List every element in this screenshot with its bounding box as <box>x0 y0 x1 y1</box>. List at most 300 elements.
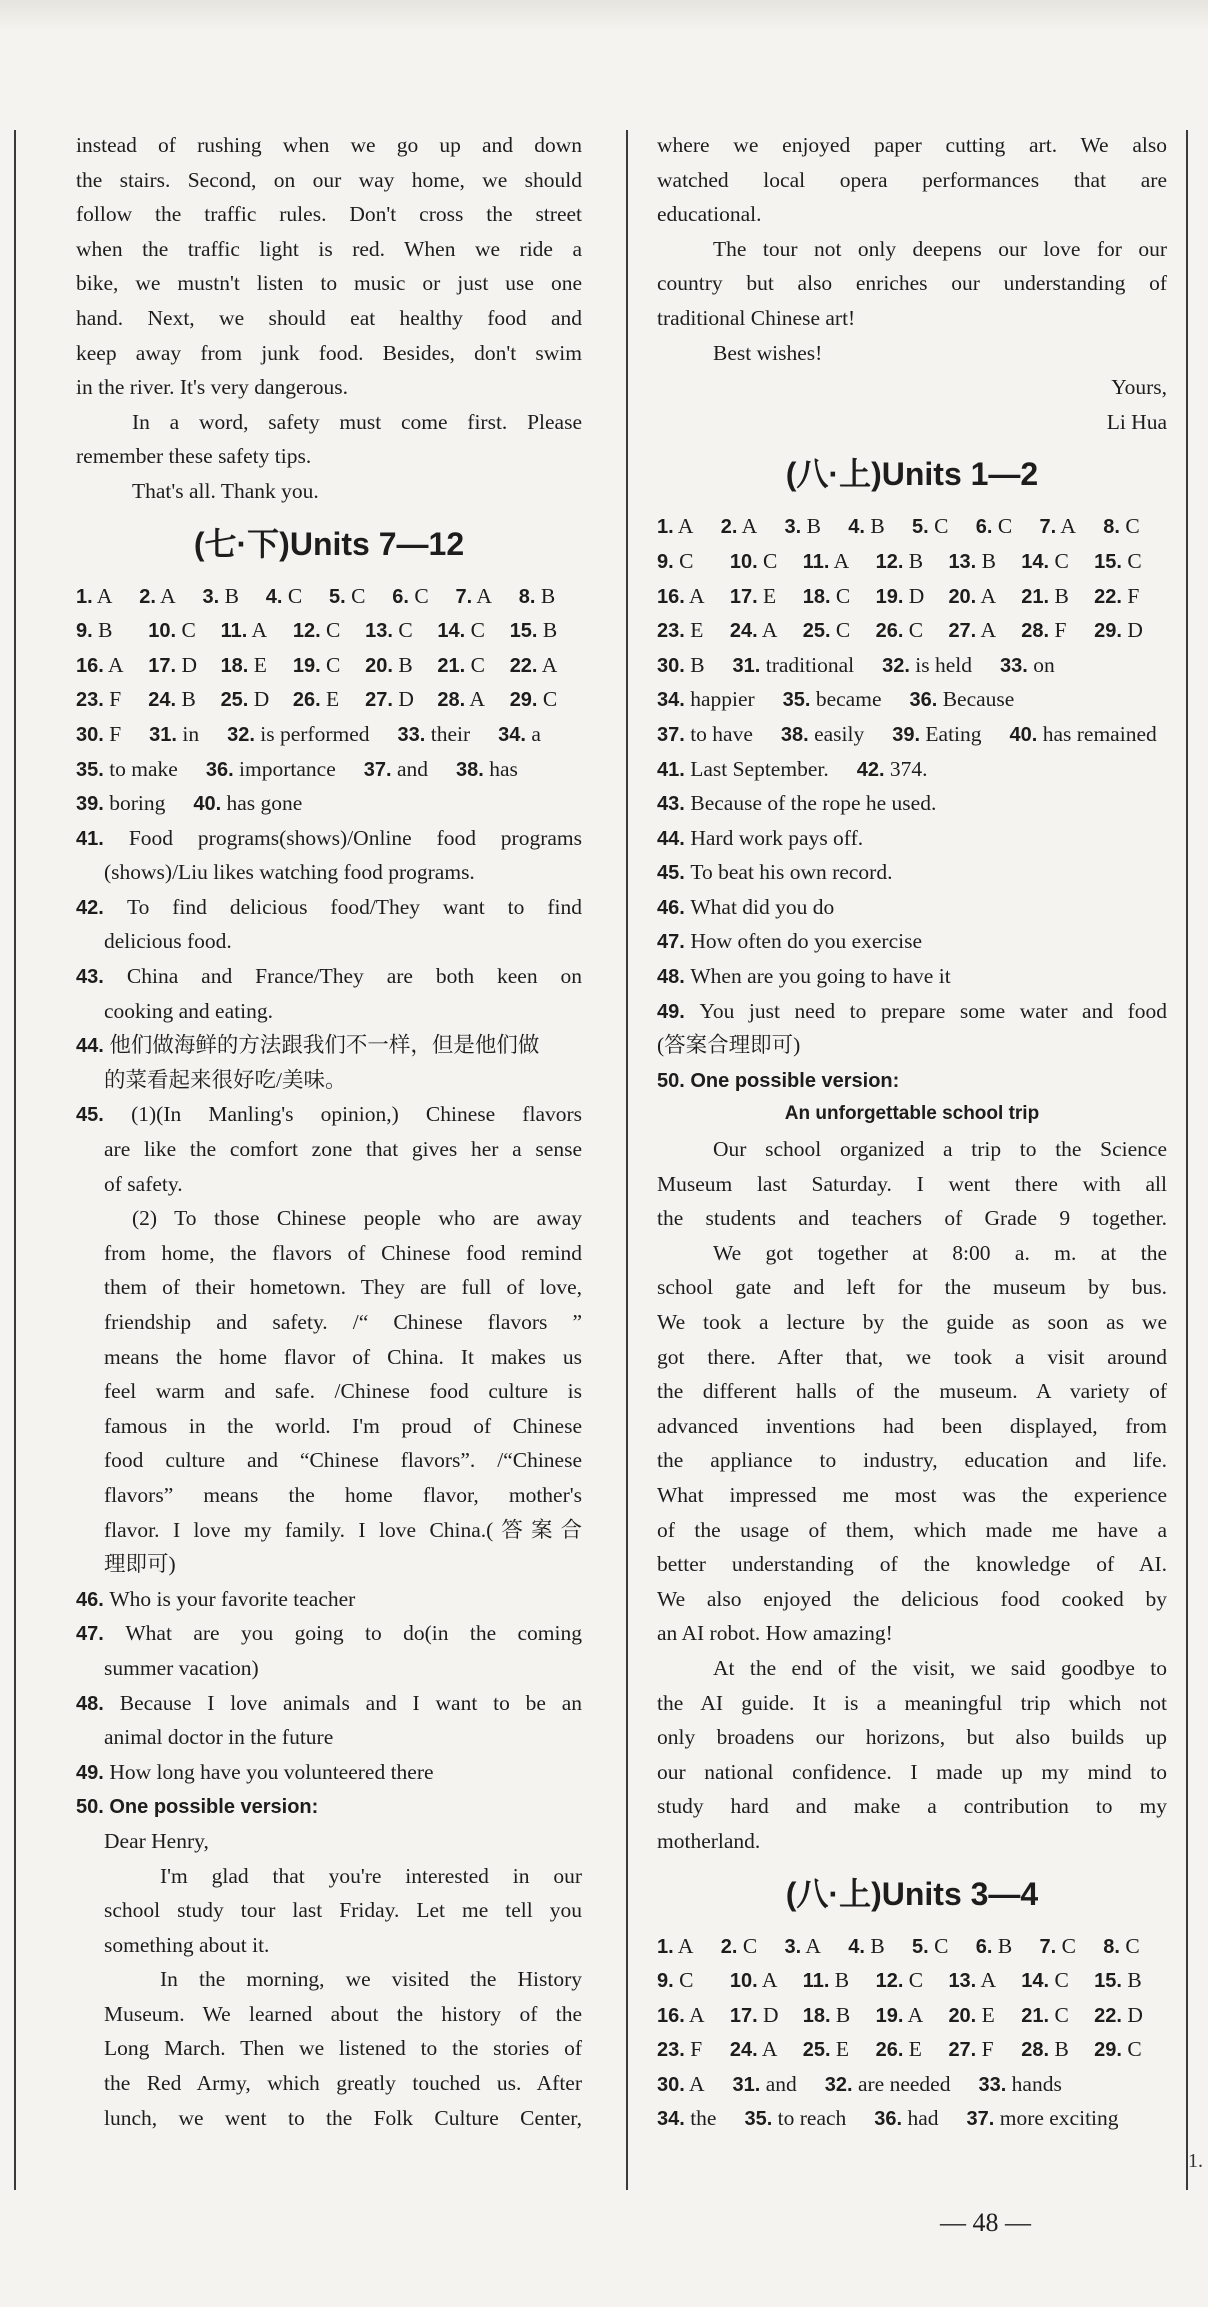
answer-value: A <box>689 2071 705 2096</box>
answer-number: 15. <box>1094 550 1122 573</box>
answer-number: 23. <box>657 2039 685 2062</box>
answer-value: C <box>326 652 341 677</box>
answer-number: 50. <box>76 1796 110 1819</box>
answer-number: 31. <box>732 2073 761 2096</box>
answer-value: is performed <box>260 721 370 746</box>
answer-cell <box>221 613 293 648</box>
answer-value: A <box>469 687 485 712</box>
answer-value: A <box>761 1968 778 1993</box>
answer-number: 20. <box>948 2004 977 2027</box>
text-line: cooking and eating. <box>104 998 273 1023</box>
answer-value: F <box>690 2037 703 2062</box>
answer-cell <box>1010 717 1157 752</box>
answer-value: F <box>109 687 122 712</box>
answer-number: 24. <box>729 620 758 643</box>
answer-value: B <box>835 2002 851 2027</box>
answer-text: When are you going to have it <box>690 964 951 989</box>
left-margin-rule <box>14 130 16 2190</box>
text-line: What impressed me most was the experience <box>657 1482 1167 1507</box>
answer-cell <box>730 579 803 614</box>
answer-number: 14. <box>437 620 466 643</box>
answer-number: 47. <box>657 931 691 954</box>
answer-number: 33. <box>978 2073 1007 2096</box>
answer-line <box>76 1097 582 1132</box>
answer-number: 11. <box>802 550 830 573</box>
answer-cell <box>657 544 730 579</box>
answer-number: 14. <box>1021 1970 1050 1993</box>
answer-grid-row <box>657 717 1167 752</box>
answer-number: 12. <box>292 620 321 643</box>
text-line: 的菜看起来很好吃/美味。 <box>104 1067 347 1092</box>
answer-number: 10. <box>729 1970 758 1993</box>
answer-value: C <box>934 514 949 539</box>
column-divider <box>626 130 628 2190</box>
answer-cell <box>1103 509 1167 544</box>
answer-line <box>657 890 1167 925</box>
answer-number: 12. <box>875 1970 904 1993</box>
answer-number: 38. <box>780 723 809 746</box>
answer-cell <box>948 1963 1021 1998</box>
answer-cell <box>510 613 582 648</box>
text-line: motherland. <box>657 1828 761 1853</box>
answer-cell <box>329 579 392 614</box>
answer-value: D <box>1127 618 1143 643</box>
answer-value: A <box>108 652 124 677</box>
answer-text: Because of the rope he used. <box>690 791 937 816</box>
answer-value: B <box>870 514 885 539</box>
text-line: In the morning, we visited the History <box>160 1967 582 1992</box>
answer-value: A <box>980 1968 996 1993</box>
answer-grid-row <box>657 752 1167 787</box>
answer-value: A <box>741 514 758 539</box>
answer-cell <box>1094 613 1167 648</box>
text-line: better understanding of the knowledge of AI. <box>657 1552 1167 1577</box>
answer-cell <box>76 648 148 683</box>
answer-number: 3. <box>784 1935 802 1958</box>
text-line: of safety. <box>104 1171 183 1196</box>
answer-value: B <box>540 583 556 608</box>
answer-value: to have <box>690 721 753 746</box>
answer-cell <box>657 717 753 752</box>
text-line: something about it. <box>104 1932 270 1957</box>
answer-cell <box>976 509 1040 544</box>
answer-cell <box>910 682 1015 717</box>
answer-number: 38. <box>456 758 484 781</box>
answer-value: C <box>997 514 1013 539</box>
answer-line <box>76 1582 582 1617</box>
answer-value: has gone <box>226 791 303 816</box>
answer-value: C <box>470 652 485 677</box>
answer-cell <box>1094 1998 1167 2033</box>
answer-number: 3. <box>202 585 220 608</box>
answer-cell <box>948 2032 1021 2067</box>
text-line: I'm glad that you're interested in our <box>160 1863 582 1888</box>
text-line: Museum. We learned about the history of the <box>104 2001 582 2026</box>
answer-cell <box>744 2101 846 2136</box>
answer-value: C <box>1061 1933 1076 1958</box>
answer-number: 2. <box>139 585 156 608</box>
answer-value: C <box>351 583 366 608</box>
answer-cell <box>730 544 803 579</box>
answer-value: B <box>690 652 705 677</box>
answer-cell <box>976 1929 1040 1964</box>
answer-number: 13. <box>948 1970 977 1993</box>
text-line: flavors” means the home flavor, mother's <box>104 1482 582 1507</box>
answer-number: 37. <box>363 758 392 781</box>
answer-cell <box>803 2032 876 2067</box>
answer-cell <box>76 613 148 648</box>
answer-cell <box>978 2067 1061 2102</box>
answer-value: A <box>761 2037 778 2062</box>
answer-text: To beat his own record. <box>690 860 893 885</box>
answer-number: 22. <box>1094 585 1122 608</box>
sample-label: One possible version: <box>690 1069 900 1092</box>
answer-cell <box>148 682 220 717</box>
answer-number: 5. <box>912 1935 929 1958</box>
answer-value: B <box>806 514 821 539</box>
answer-number: 4. <box>848 1935 865 1958</box>
answer-value: C <box>1127 2037 1142 2062</box>
answer-number: 32. <box>882 654 910 677</box>
answer-cell <box>206 752 336 787</box>
text-line: school study tour last Friday. Let me tell you <box>104 1898 582 1923</box>
answer-cell <box>848 1929 912 1964</box>
answer-number: 48. <box>657 966 691 989</box>
answer-cell <box>392 579 455 614</box>
answer-cell <box>266 579 329 614</box>
answer-number: 25. <box>802 620 831 643</box>
answer-value: Last September. <box>690 756 829 781</box>
answer-grid-row <box>76 717 582 752</box>
answer-text: China and France/They are both keen on <box>126 964 582 989</box>
text-line: remember these safety tips. <box>76 444 312 469</box>
answer-value: B <box>181 687 196 712</box>
answer-value: C <box>934 1933 949 1958</box>
answer-value: C <box>763 548 778 573</box>
answer-cell <box>874 2101 938 2136</box>
answer-number: 11. <box>220 620 248 643</box>
text-line: school gate and left for the museum by bus. <box>657 1275 1167 1300</box>
answer-value: A <box>96 583 113 608</box>
answer-value: B <box>1054 2037 1069 2062</box>
scan-shadow <box>0 0 1208 30</box>
answer-number: 27. <box>948 2039 977 2062</box>
answer-cell <box>221 682 293 717</box>
answer-number: 8. <box>1103 1935 1120 1958</box>
answer-number: 48. <box>76 1692 120 1715</box>
answer-number: 7. <box>1039 1935 1057 1958</box>
answer-value: E <box>763 583 777 608</box>
answer-number: 11. <box>802 1970 830 1993</box>
answer-line <box>657 994 1167 1029</box>
answer-number: 17. <box>148 654 177 677</box>
answer-number: 29. <box>509 689 538 712</box>
answer-value: F <box>1054 618 1067 643</box>
text-line: We took a lecture by the guide as soon as we <box>657 1310 1167 1334</box>
sample-label: One possible version: <box>109 1796 319 1819</box>
answer-text: How often do you exercise <box>690 929 923 954</box>
answer-number: 10. <box>729 550 758 573</box>
answer-value: had <box>907 2106 939 2131</box>
answer-number: 7. <box>455 585 473 608</box>
answer-cell <box>948 579 1021 614</box>
answer-value: the <box>690 2106 717 2131</box>
text-line: traditional Chinese art! <box>657 305 856 330</box>
answer-number: 16. <box>657 585 685 608</box>
text-line: in the river. It's very dangerous. <box>76 375 348 400</box>
edge-fragment: 1. <box>1188 2150 1203 2172</box>
answer-number: 5. <box>329 585 346 608</box>
text-line: country but also enriches our understanding of <box>657 271 1167 296</box>
answer-value: B <box>224 583 239 608</box>
answer-number: 49. <box>657 1000 700 1023</box>
answer-value: a <box>531 721 541 746</box>
answer-value: B <box>98 618 113 643</box>
answer-number: 27. <box>365 689 393 712</box>
text-line: (shows)/Liu likes watching food programs. <box>104 860 475 885</box>
answer-number: 31. <box>732 654 761 677</box>
answer-number: 30. <box>657 2073 685 2096</box>
answer-grid-row <box>657 579 1167 614</box>
answer-cell <box>657 2101 716 2136</box>
answer-cell <box>193 786 302 821</box>
answer-cell <box>1021 579 1094 614</box>
answer-cell <box>1094 579 1167 614</box>
answer-cell <box>948 1998 1021 2033</box>
answer-number: 45. <box>76 1104 132 1127</box>
answer-cell <box>967 2101 1119 2136</box>
answer-number: 45. <box>657 862 691 885</box>
text-line: Our school organized a trip to the Science <box>713 1137 1167 1162</box>
answer-cell <box>948 544 1021 579</box>
text-line: keep away from junk food. Besides, don't swim <box>76 340 582 365</box>
text-line: from home, the flavors of Chinese food remind <box>104 1240 582 1265</box>
answer-cell <box>912 1929 976 1964</box>
answer-value: A <box>907 2002 924 2027</box>
answer-cell <box>721 509 785 544</box>
text-line: In a word, safety must come first. Please <box>132 409 582 434</box>
answer-value: A <box>677 514 694 539</box>
answer-cell <box>730 2032 803 2067</box>
answer-text: What are you going to do(in the coming <box>125 1621 582 1646</box>
answer-cell <box>657 579 730 614</box>
text-line: (2) To those Chinese people who are away <box>132 1206 582 1231</box>
answer-grid-row <box>657 613 1167 648</box>
answer-cell <box>227 717 369 752</box>
answer-cell <box>1040 509 1104 544</box>
section-heading: (八·上)Units 1—2 <box>785 456 1039 493</box>
answer-value: C <box>542 687 558 712</box>
answer-number: 46. <box>76 1588 110 1611</box>
answer-cell <box>364 752 428 787</box>
answer-cell <box>293 648 365 683</box>
answer-line <box>76 821 582 856</box>
answer-cell <box>657 613 730 648</box>
answer-value: C <box>326 618 341 643</box>
answer-value: is held <box>915 652 973 677</box>
answer-value: C <box>742 1933 758 1958</box>
answer-value: E <box>326 687 340 712</box>
answer-number: 2. <box>720 516 738 539</box>
text-line: the Red Army, which greatly touched us. After <box>104 2071 582 2096</box>
answer-number: 19. <box>875 2004 904 2027</box>
answer-value: B <box>834 1968 850 1993</box>
answer-number: 40. <box>193 793 222 816</box>
answer-text: Because I love animals and I want to be an <box>119 1690 582 1715</box>
answer-grid-row <box>657 544 1167 579</box>
answer-number: 26. <box>292 689 321 712</box>
text-line: summer vacation) <box>104 1655 259 1680</box>
answer-cell <box>76 786 165 821</box>
answer-value: happier <box>690 687 755 712</box>
answer-cell <box>803 1963 876 1998</box>
answer-number: 27. <box>948 620 977 643</box>
answer-line <box>657 786 1167 821</box>
answer-cell <box>398 717 471 752</box>
answer-number: 13. <box>365 620 393 643</box>
text-line: advanced inventions had been displayed, from <box>657 1413 1167 1438</box>
answer-cell <box>510 682 582 717</box>
answer-line <box>657 821 1167 856</box>
answer-line <box>76 959 582 994</box>
answer-number: 8. <box>518 585 536 608</box>
text-line: the stairs. Second, on our way home, we should <box>76 167 582 192</box>
answer-number: 29. <box>1094 620 1122 643</box>
answer-grid-row <box>657 1929 1167 1964</box>
answer-cell <box>876 544 949 579</box>
text-line: the AI guide. It is a meaningful trip which not <box>657 1690 1167 1715</box>
answer-value: importance <box>239 756 336 781</box>
text-line: We also enjoyed the delicious food cooked by <box>657 1586 1167 1611</box>
answer-number: 40. <box>1009 723 1038 746</box>
answer-number: 5. <box>912 516 929 539</box>
answer-cell <box>203 579 266 614</box>
answer-number: 30. <box>76 723 104 746</box>
answer-text: You just need to prepare some water and food <box>699 998 1167 1023</box>
answer-cell <box>657 752 829 787</box>
answer-cell <box>730 613 803 648</box>
answer-value: C <box>181 618 196 643</box>
answer-value: C <box>470 618 485 643</box>
answer-value: are needed <box>857 2071 951 2096</box>
answer-number: 34. <box>657 689 685 712</box>
answer-cell <box>1094 1963 1167 1998</box>
answer-number: 35. <box>782 689 811 712</box>
answer-value: B <box>997 1933 1013 1958</box>
answer-grid-row <box>657 2067 1167 2102</box>
text-line: the different halls of the museum. A variety of <box>657 1379 1167 1404</box>
answer-cell <box>657 1929 721 1964</box>
answer-value: D <box>1127 2002 1143 2027</box>
answer-number: 18. <box>220 654 249 677</box>
answer-value: and <box>396 756 428 781</box>
answer-value: 374. <box>889 756 928 781</box>
answer-number: 28. <box>437 689 466 712</box>
answer-cell <box>1021 613 1094 648</box>
answer-cell <box>1000 648 1055 683</box>
answer-value: B <box>398 652 413 677</box>
answer-cell <box>657 509 721 544</box>
text-line: friendship and safety. /“ Chinese flavors ” <box>104 1310 582 1334</box>
text-line: of the usage of them, which made me have a <box>657 1517 1167 1542</box>
answer-grid-row <box>657 2032 1167 2067</box>
answer-number: 17. <box>729 585 758 608</box>
answer-number: 1. <box>76 585 93 608</box>
answer-value: C <box>679 548 694 573</box>
text-line: Li Hua <box>1106 409 1167 434</box>
answer-value: traditional <box>765 652 855 677</box>
answer-value: C <box>908 618 924 643</box>
answer-number: 12. <box>875 550 904 573</box>
answer-value: in <box>182 721 200 746</box>
answer-value: B <box>870 1933 885 1958</box>
answer-number: 16. <box>76 654 104 677</box>
answer-cell <box>892 717 981 752</box>
answer-cell <box>733 2067 797 2102</box>
answer-number: 14. <box>1021 550 1050 573</box>
answer-grid-row <box>76 579 582 614</box>
answer-number: 42. <box>76 896 127 919</box>
answer-number: 18. <box>802 2004 831 2027</box>
answer-number: 46. <box>657 896 691 919</box>
answer-value: C <box>1125 514 1140 539</box>
answer-value: B <box>908 548 924 573</box>
text-line: educational. <box>657 202 762 227</box>
answer-cell <box>1094 2032 1167 2067</box>
answer-cell <box>1021 544 1094 579</box>
answer-value: F <box>981 2037 994 2062</box>
answer-number: 2. <box>720 1935 738 1958</box>
answer-number: 28. <box>1021 2039 1050 2062</box>
answer-number: 20. <box>948 585 977 608</box>
text-line: bike, we mustn't listen to music or just use one <box>76 271 582 296</box>
answer-number: 15. <box>509 620 538 643</box>
answer-value: C <box>679 1968 694 1993</box>
answer-value: B <box>542 618 558 643</box>
answer-number: 39. <box>76 793 104 816</box>
answer-number: 25. <box>802 2039 831 2062</box>
answer-cell <box>781 717 864 752</box>
answer-grid-row <box>76 648 582 683</box>
text-line: flavor. I love my family. I love China.(答案合 <box>104 1517 582 1542</box>
text-line: food culture and “Chinese flavors”. /“Chinese <box>104 1448 582 1473</box>
answer-number: 32. <box>824 2073 853 2096</box>
answer-number: 36. <box>874 2108 903 2131</box>
answer-value: A <box>160 583 176 608</box>
answer-cell <box>948 613 1021 648</box>
answer-number: 39. <box>892 723 921 746</box>
page-number: — 48 — <box>940 2208 1031 2237</box>
text-line: lunch, we went to the Folk Culture Center, <box>104 2105 582 2130</box>
answer-number: 10. <box>148 620 177 643</box>
answer-number: 19. <box>292 654 321 677</box>
answer-number: 43. <box>76 966 127 989</box>
answer-number: 30. <box>657 654 685 677</box>
essay-title: An unforgettable school trip <box>784 1103 1040 1125</box>
answer-number: 29. <box>1094 2039 1122 2062</box>
answer-cell <box>76 579 139 614</box>
answer-value: D <box>763 2002 779 2027</box>
answer-number: 4. <box>265 585 283 608</box>
answer-cell <box>1021 1998 1094 2033</box>
text-line: means the home flavor of China. It makes us <box>104 1344 582 1369</box>
answer-cell <box>148 613 220 648</box>
answer-number: 23. <box>657 620 685 643</box>
answer-cell <box>783 682 882 717</box>
answer-value: C <box>414 583 429 608</box>
text-line: them of their hometown. They are full of love, <box>104 1275 582 1300</box>
answer-number: 34. <box>498 723 526 746</box>
